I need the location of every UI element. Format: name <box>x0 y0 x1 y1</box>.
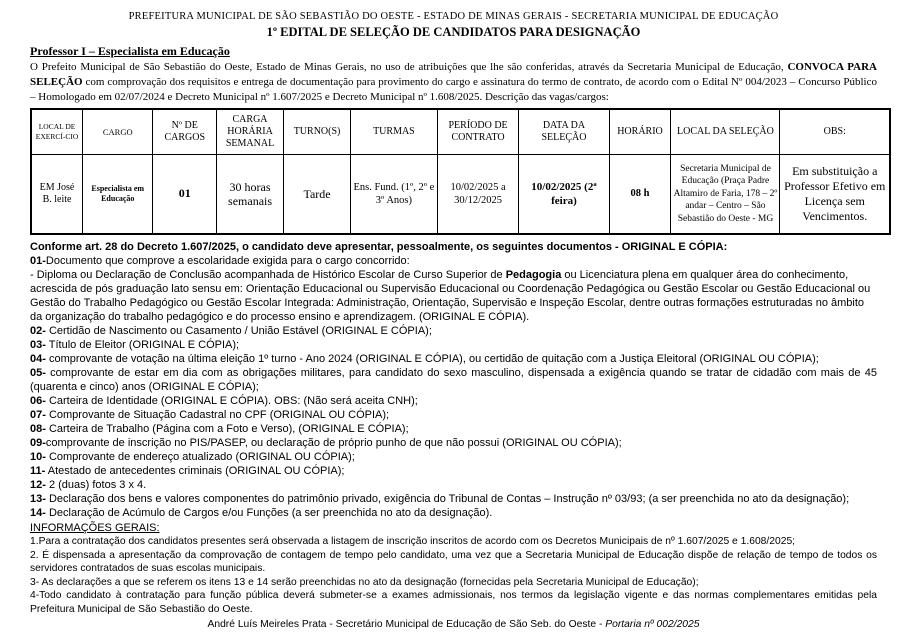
document-item <box>30 492 877 506</box>
cell-turmas: Ens. Fund. (1º, 2º e 3º Anos) <box>351 154 438 234</box>
cell-periodo-contrato: 10/02/2025 a 30/12/2025 <box>437 154 519 234</box>
document-item-number: 02- <box>30 325 46 337</box>
document-item-number: 14- <box>30 507 46 519</box>
general-info-heading <box>30 521 877 535</box>
column-header-carga-horaria: CARGA HORÁRIA SEMANAL <box>217 109 284 154</box>
document-item-number: 13- <box>30 493 46 505</box>
document-item-number: 10- <box>30 451 46 463</box>
footer-signature-text: André Luís Meireles Prata - Secretário Municipal de Educação de São Seb. do Oeste - <box>207 619 606 630</box>
document-item <box>30 324 877 338</box>
cell-cargo: Especialista em Educação <box>83 154 153 234</box>
document-item-text: 2 (duas) fotos 3 x 4. <box>45 479 147 491</box>
cell-horario: 08 h <box>609 154 671 234</box>
cell-obs: Em substituição a Professor Efetivo em Licença sem Vencimentos. <box>780 154 890 234</box>
cell-turnos: Tarde <box>284 154 351 234</box>
document-item <box>30 408 877 422</box>
intro-text: com comprovação dos requisitos e entrega de documentação para provimento do cargo e assinatura do termo de contrato, de acordo com o Edital Nº 004/2023 – Concurso Público – Homologado em 02/07/2024 e Decreto Municipal nº 1.607/2025 e Decreto Municipal nº 1.608/2025. Descrição das vagas/cargos: <box>30 76 877 103</box>
column-header-cargo: CARGO <box>83 109 153 154</box>
documents-section <box>30 240 877 520</box>
table-header-row <box>31 109 890 154</box>
cell-data-selecao: 10/02/2025 (2ª feira) <box>519 154 609 234</box>
document-item-number: 03- <box>30 339 46 351</box>
column-header-num-cargos: Nº DE CARGOS <box>153 109 217 154</box>
document-item-text: Comprovante de Situação Cadastral no CPF (ORIGINAL OU CÓPIA); <box>45 409 390 421</box>
cell-carga-horaria: 30 horas semanais <box>217 154 284 234</box>
document-item-number: 07- <box>30 409 46 421</box>
document-item <box>30 436 877 450</box>
document-item-number: 05- <box>30 367 46 379</box>
position-subtitle <box>30 43 877 59</box>
documents-heading: Conforme art. 28 do Decreto 1.607/2025, o candidato deve apresentar, pessoalmente, os seguintes documentos - ORIGINAL E CÓPIA: <box>30 241 728 253</box>
column-header-data-selecao: DATA DA SELEÇÃO <box>519 109 609 154</box>
page-title: 1º EDITAL DE SELEÇÃO DE CANDIDATOS PARA DESIGNAÇÃO <box>266 25 641 39</box>
footer-portaria: Portaria nº 002/2025 <box>605 619 700 630</box>
document-item-text: comprovante de votação na última eleição 1º turno - Ano 2024 (ORIGINAL E CÓPIA), ou certidão de quitação com a Justiça Eleitoral (ORIGINAL OU CÓPIA); <box>45 353 819 365</box>
vacancies-table <box>30 108 891 235</box>
document-item <box>30 422 877 436</box>
document-item <box>30 268 877 324</box>
info-item: 2. É dispensada a apresentação da comprovação de contagem de tempo pelo candidato, uma vez que a Secretaria Municipal de Educação dispõe de relação de tempo de todos os servidores contratados de suas escolas municipais. <box>30 549 877 574</box>
document-item-text: Comprovante de endereço atualizado (ORIGINAL OU CÓPIA); <box>45 451 355 463</box>
info-item: 1.Para a contratação dos candidatos presentes será observada a listagem de inscrição inscritos de acordo com os Decretos Municipais de nº 1.607/2025 e 1.608/2025; <box>30 536 796 547</box>
document-item-number: 01- <box>30 255 46 267</box>
vacancy-row <box>31 154 890 234</box>
column-header-periodo-contrato: PERÍODO DE CONTRATO <box>437 109 519 154</box>
document-item-text: Certidão de Nascimento ou Casamento / União Estável (ORIGINAL E CÓPIA); <box>45 325 432 337</box>
intro-text: O Prefeito Municipal de São Sebastião do Oeste, Estado de Minas Gerais, no uso de atribuições que lhe são conferidas, através da Secretaria Municipal de Educação, <box>30 61 788 73</box>
intro-paragraph <box>30 60 877 105</box>
document-item <box>30 506 877 520</box>
document-item-number: 04- <box>30 353 46 365</box>
column-header-horario: HORÁRIO <box>609 109 671 154</box>
document-item <box>30 366 877 394</box>
cell-local-exercicio: EM José B. leite <box>31 154 83 234</box>
footer-line <box>30 618 877 632</box>
column-header-turnos: TURNO(S) <box>284 109 351 154</box>
column-header-turmas: TURMAS <box>351 109 438 154</box>
document-item-text: Carteira de Trabalho (Página com a Foto e Verso), (ORIGINAL E CÓPIA); <box>45 423 409 435</box>
document-item-number: 11- <box>30 465 46 477</box>
cell-num-cargos: 01 <box>153 154 217 234</box>
intro-bold-convoca: CONVOCA PARA SELEÇÃO <box>30 61 877 88</box>
document-item-text: Atestado de antecedentes criminais (ORIGINAL OU CÓPIA); <box>45 465 345 477</box>
document-item-number: 09- <box>30 437 46 449</box>
general-info-heading-text: INFORMAÇÕES GERAIS: <box>30 522 160 534</box>
document-item-text: Carteira de Identidade (ORIGINAL E CÓPIA). OBS: (Não será aceita CNH); <box>45 395 418 407</box>
document-item <box>30 352 877 366</box>
document-item-text: ou Licenciatura plena em qualquer área do conhecimento, acrescida de pós graduação lato sensu em: Orientação Educacional ou Supervisão Educacional ou Coordenação Pedagógica ou Gestão Escolar ou Gestão Educacional ou Gestão do Trabalho Pedagógico ou Gestão Escolar Integrada: Administração, Orientação, Supervisão e Inspeção Escolar, dentre outras formações estruturadas no âmbito da organização do trabalho pedagógico e do processo ensino e aprendizagem. (ORIGINAL E CÓPIA). <box>30 269 871 323</box>
column-header-local-exercicio: LOCAL DE EXERCÍ-CIO <box>31 109 83 154</box>
document-item-text: comprovante de estar em dia com as obrigações militares, para candidato do sexo masculino, dispensada a exigência quando se tratar de cidadão com mais de 45 (quarenta e cinco) anos (ORIGINAL E CÓPIA); <box>30 367 877 393</box>
document-item-number: 08- <box>30 423 46 435</box>
cell-local-selecao: Secretaria Municipal de Educação (Praça Padre Altamiro de Faria, 178 – 2º andar – Centro – São Sebastião do Oeste - MG <box>671 154 780 234</box>
document-item <box>30 478 877 492</box>
document-item-text: - Diploma ou Declaração de Conclusão acompanhada de Histórico Escolar de Curso Superior de <box>30 269 506 281</box>
document-item-text: Declaração dos bens e valores componentes do patrimônio privado, exigência do Tribunal de Contas – Instrução nº 03/93; (a ser preenchida no ato da designação); <box>45 493 850 505</box>
document-item <box>30 394 877 408</box>
document-item <box>30 450 877 464</box>
document-item-bold: Pedagogia <box>505 269 562 281</box>
column-header-obs: OBS: <box>780 109 890 154</box>
info-item: 4-Todo candidato à contratação para função pública deverá submeter-se a exames admissionais, nos termos da legislação vigente e das normas complementares emitidas pela Prefeitura Municipal de São Sebastião do Oeste. <box>30 590 877 615</box>
position-subtitle-text: Professor I – Especialista em Educação <box>30 44 230 58</box>
document-item <box>30 338 877 352</box>
org-header-line: PREFEITURA MUNICIPAL DE SÃO SEBASTIÃO DO OESTE - ESTADO DE MINAS GERAIS - SECRETARIA MUNICIPAL DE EDUCAÇÃO <box>128 11 779 22</box>
document-item-number: 12- <box>30 479 46 491</box>
document-item <box>30 464 877 478</box>
document-item <box>30 254 877 268</box>
document-item-text: Título de Eleitor (ORIGINAL E CÓPIA); <box>45 339 240 351</box>
document-item-number: 06- <box>30 395 46 407</box>
document-item-text: comprovante de inscrição no PIS/PASEP, ou declaração de próprio punho de que não possui (ORIGINAL OU CÓPIA); <box>45 437 622 449</box>
document-item-text: Documento que comprove a escolaridade exigida para o cargo concorrido: <box>45 255 410 267</box>
column-header-local-selecao: LOCAL DA SELEÇÃO <box>671 109 780 154</box>
document-item-text: Declaração de Acúmulo de Cargos e/ou Funções (a ser preenchida no ato da designação). <box>45 507 493 519</box>
info-item: 3- As declarações a que se referem os itens 13 e 14 serão preenchidas no ato da designação (fornecidas pela Secretaria Municipal de Educação); <box>30 576 699 588</box>
